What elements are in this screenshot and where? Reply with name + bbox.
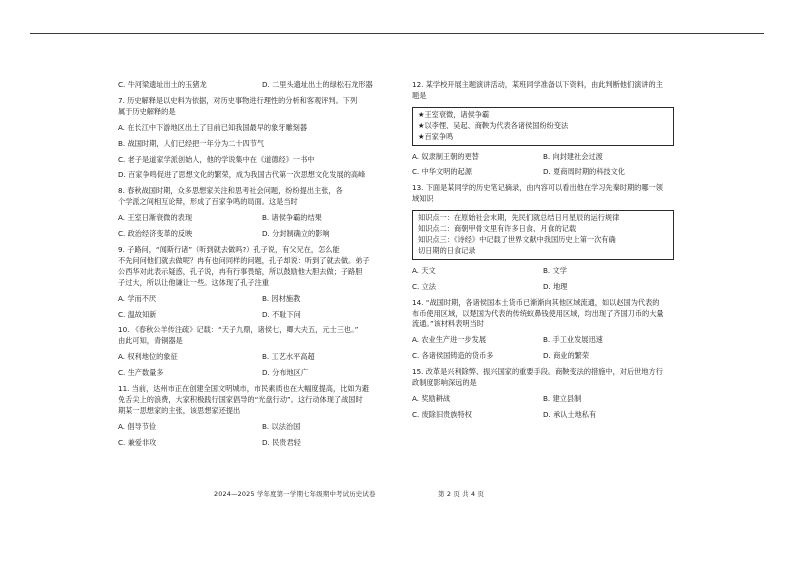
- q13-option-c: C. 立法: [412, 281, 436, 291]
- q12-box-line: ★以李悝、吴起、商鞅为代表各诸侯国纷纷变法: [418, 120, 569, 130]
- q9-options-cd: [118, 310, 406, 321]
- q8-option-a: A. 王室日渐衰微的表现: [118, 213, 193, 223]
- q10-option-c: C. 生产数量多: [118, 368, 164, 378]
- q9-option-d: D. 不耻下问: [262, 309, 301, 319]
- q11-stem-3: 期某一思想家的主张，该思想家还提出: [118, 405, 241, 415]
- footer-exam-title: 2024—2025 学年度第一学期七年级期中考试历史试卷: [214, 490, 376, 498]
- q11-options-cd: [118, 438, 406, 449]
- q12-options-ab: [412, 152, 674, 163]
- q14-options-cd: [412, 351, 674, 362]
- q9-stem-2: 不先问问他们就去做呢？冉有也问同样的问题，孔子却说：听到了就去做。弟子: [118, 255, 370, 265]
- q15-option-a: A. 奖励耕战: [412, 393, 451, 403]
- option-c: C. 牛河梁遗址出土的玉猪龙: [118, 80, 207, 89]
- q14-options-ab: [412, 335, 674, 346]
- q11-option-a: A. 倡导节俭: [118, 421, 157, 431]
- q13-option-b: B. 文学: [543, 265, 567, 275]
- q14-option-b: B. 手工业发展迅速: [543, 335, 603, 345]
- q12-option-c: C. 中华文明的起源: [412, 167, 472, 177]
- q8-stem-2: 个学派之间相互论辩，形成了百家争鸣的局面。这是当时: [118, 197, 298, 207]
- q9-option-c: C. 温故知新: [118, 309, 157, 319]
- q13-box-line: 知识点二：商朝甲骨文里有许多日食、月食的记载: [418, 224, 577, 234]
- q11-stem-1: 11. 当前，达州市正在创建全国文明城市，市民素质也在大幅度提高，比如为避: [118, 384, 369, 394]
- q14-option-a: A. 农业生产进一步发展: [412, 335, 487, 345]
- q9-options-ab: [118, 294, 406, 305]
- q13-options-cd: [412, 282, 674, 293]
- q12-options-cd: [412, 167, 674, 178]
- q6-options-cd: [118, 80, 406, 91]
- q15-stem-2: 政制度影响深远的是: [412, 378, 477, 388]
- q8-stem-1: 8. 春秋战国时期，众多思想家关注和思考社会问题，纷纷提出主张，各: [118, 186, 343, 196]
- q12-option-b: B. 向封建社会过渡: [543, 151, 603, 161]
- top-rule: [30, 33, 764, 34]
- q7-stem-2: 属于历史解释的是: [118, 106, 176, 116]
- q10-stem-2: 由此可知，青铜器是: [118, 336, 183, 346]
- q11-options-ab: [118, 422, 406, 433]
- q14-option-c: C. 各诸侯国铸造的货币多: [412, 351, 494, 361]
- q10-options-ab: [118, 352, 406, 363]
- q13-stem-2: 域知识: [412, 194, 434, 204]
- footer-page-number: 第 2 页 共 4 页: [438, 490, 485, 498]
- q8-options-ab: [118, 213, 406, 224]
- q8-options-cd: [118, 229, 406, 240]
- q9-stem-4: 子过大，所以让他谦让一些。这体现了孔子注重: [118, 277, 269, 287]
- q12-stem-1: 12. 某学校开展主题演讲活动，某班同学准备以下资料，由此判断他们演讲的主: [412, 80, 663, 89]
- q13-options-ab: [412, 266, 674, 277]
- q9-stem-3: 公西华对此表示疑惑，孔子说，冉有行事畏缩，所以鼓励他大胆去做；子路胆: [118, 266, 363, 276]
- left-column: [118, 80, 406, 454]
- option-d: D. 二里头遗址出土的绿松石龙形器: [262, 80, 373, 89]
- q13-box-line: 知识点三：《诗经》中记载了世界文献中我国历史上第一次有确: [418, 234, 616, 244]
- q12-option-d: D. 夏商周时期的科技文化: [543, 167, 625, 177]
- q12-box-line: ★王室衰微，诸侯争霸: [418, 109, 490, 119]
- q13-stem-1: 13. 下面是某同学的历史笔记摘录，由内容可以看出他在学习先秦时期的哪一领: [412, 183, 663, 193]
- q14-stem-2: 布币使用区域，以楚国为代表的传统蚁鼻钱使用区域，均出现了齐国刀币的大量: [412, 308, 664, 318]
- q8-option-d: D. 分封制确立的影响: [262, 229, 330, 239]
- q7-option-c: C. 老子是道家学派创始人，他的学说集中在《道德经》一书中: [118, 154, 315, 164]
- q8-option-b: B. 诸侯争霸的结果: [262, 213, 322, 223]
- q10-option-b: B. 工艺水平高超: [262, 352, 315, 362]
- q7-stem-1: 7. 历史解释是以史料为依据，对历史事物进行理性的分析和客观评判。下列: [118, 95, 358, 105]
- q10-stem-1: 10. 《春秋公羊传注疏》记载：“天子九鼎，诸侯七，卿大夫五，元士三也。”: [118, 325, 359, 335]
- q10-option-a: A. 权利地位的象征: [118, 352, 178, 362]
- q7-option-a: A. 在长江中下游地区出土了目前已知我国最早的象牙雕刻器: [118, 122, 308, 132]
- q13-notes-box: [412, 210, 674, 260]
- q15-option-b: B. 建立县制: [543, 393, 582, 403]
- q11-option-d: D. 民贵君轻: [262, 437, 301, 447]
- q13-option-a: A. 天文: [412, 265, 436, 275]
- q9-option-a: A. 学而不厌: [118, 293, 157, 303]
- q14-stem-3: 流通。”该材料表明当时: [412, 319, 484, 329]
- q7-option-b: B. 战国时期，人们已经把一年分为二十四节气: [118, 138, 265, 148]
- right-column: [412, 80, 674, 426]
- q12-box-line: ★百家争鸣: [418, 131, 454, 141]
- q15-stem-1: 15. 改革是兴利除弊、振兴国家的重要手段。商鞅变法的措施中，对后世地方行: [412, 367, 663, 377]
- q9-option-b: B. 因材施教: [262, 293, 301, 303]
- q11-stem-2: 免舌尖上的浪费，大家积极践行国家倡导的“光盘行动”。这行动体现了战国时: [118, 394, 363, 404]
- q10-option-d: D. 分布地区广: [262, 368, 309, 378]
- q8-option-c: C. 政治经济变革的反映: [118, 229, 193, 239]
- q13-option-d: D. 地理: [543, 281, 568, 291]
- q11-option-c: C. 兼爱非攻: [118, 437, 157, 447]
- q10-options-cd: [118, 368, 406, 379]
- q13-box-line: 切日期的日食记录: [418, 245, 476, 255]
- q13-box-line: 知识点一：在原始社会末期，先民们就总结日月星辰的运行规律: [418, 213, 620, 223]
- q15-options-cd: [412, 410, 674, 421]
- q11-option-b: B. 以法治国: [262, 421, 301, 431]
- q15-option-d: D. 承认土地私有: [543, 409, 597, 419]
- q7-option-d: D. 百家争鸣促进了思想文化的繁荣，成为我国古代第一次思想文化发展的高峰: [118, 170, 366, 180]
- q15-options-ab: [412, 394, 674, 405]
- q14-stem-1: 14. “战国时期，各诸侯国本土货币已渐渐向其他区域流通，如以赵国为代表的: [412, 297, 660, 307]
- q14-option-d: D. 商业的繁荣: [543, 351, 590, 361]
- q12-stem-2: 题是: [412, 90, 427, 100]
- q12-material-box: [412, 107, 674, 146]
- q9-stem-1: 9. 子路问，“闻斯行诸”（听到就去做吗?）孔子说，有父兄在，怎么能: [118, 244, 340, 254]
- q12-option-a: A. 奴隶制王朝的更替: [412, 151, 479, 161]
- q15-option-c: C. 废除旧贵族特权: [412, 409, 472, 419]
